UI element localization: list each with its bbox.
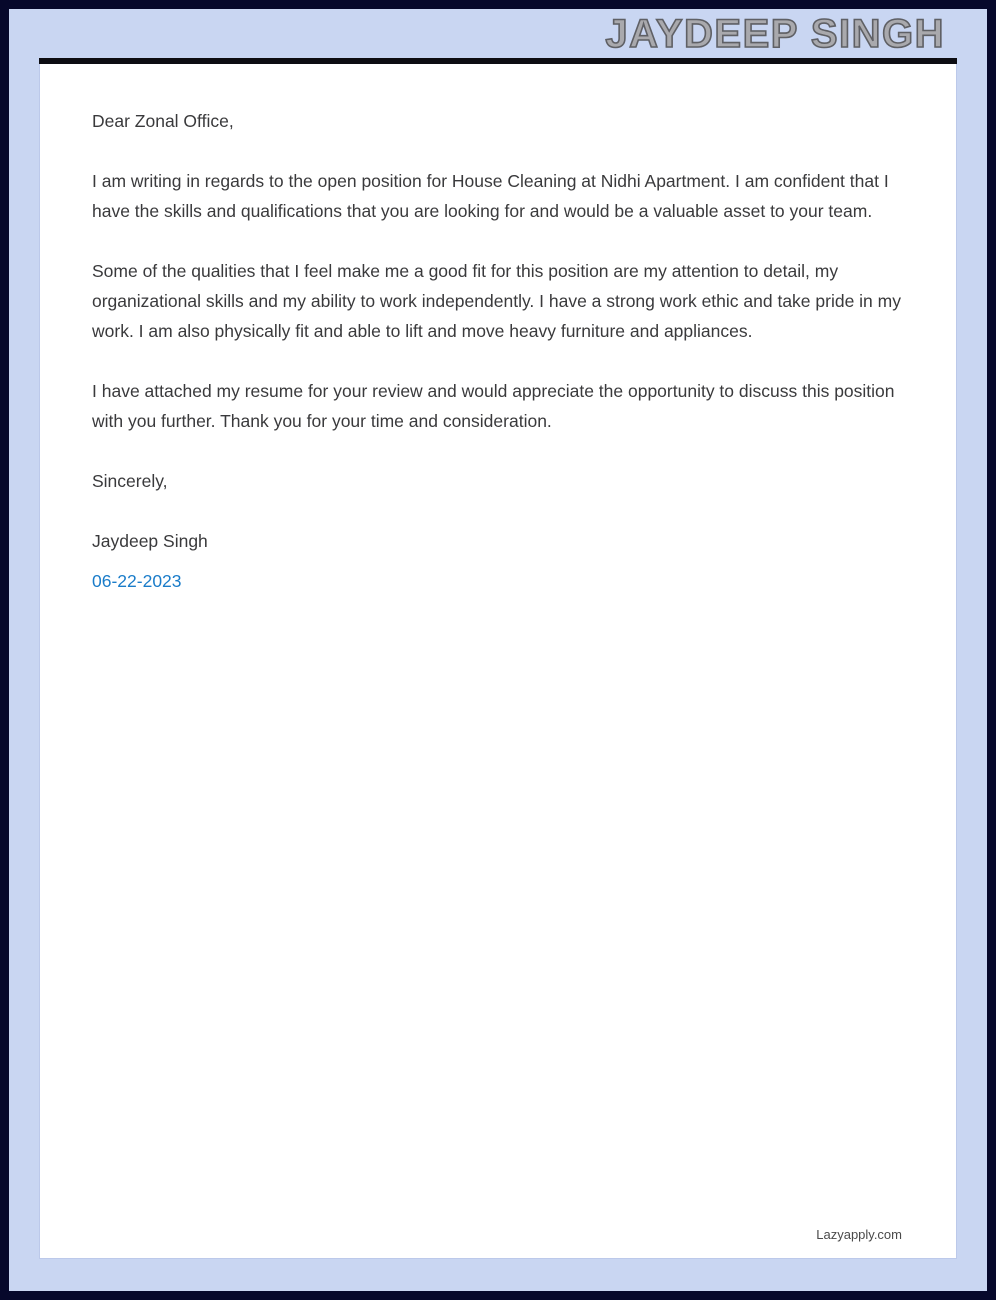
letter-date: 06-22-2023 <box>92 571 182 591</box>
paragraph-1: I am writing in regards to the open position for House Cleaning at Nidhi Apartment. I am confident that I have the skills and qualifications that you are looking for and would be a valuable asset to your team. <box>92 171 889 221</box>
letter-page <box>39 64 957 1259</box>
paragraph-3: I have attached my resume for your review and would appreciate the opportunity to discuss this position with you further. Thank you for your time and consideration. <box>92 381 895 431</box>
footer-watermark: Lazyapply.com <box>816 1227 902 1242</box>
header-name: JAYDEEP SINGH <box>605 12 945 56</box>
paragraph-2: Some of the qualities that I feel make me a good fit for this position are my attention to detail, my organizational skills and my ability to work independently. I have a strong work ethic and take pride in my work. I am also physically fit and able to lift and move heavy furniture and appliances. <box>92 261 901 341</box>
letter-body <box>92 106 902 1223</box>
signature-name: Jaydeep Singh <box>92 531 208 551</box>
outer-frame <box>9 9 987 1291</box>
salutation: Dear Zonal Office, <box>92 111 234 131</box>
letterhead <box>39 9 957 58</box>
closing: Sincerely, <box>92 471 168 491</box>
